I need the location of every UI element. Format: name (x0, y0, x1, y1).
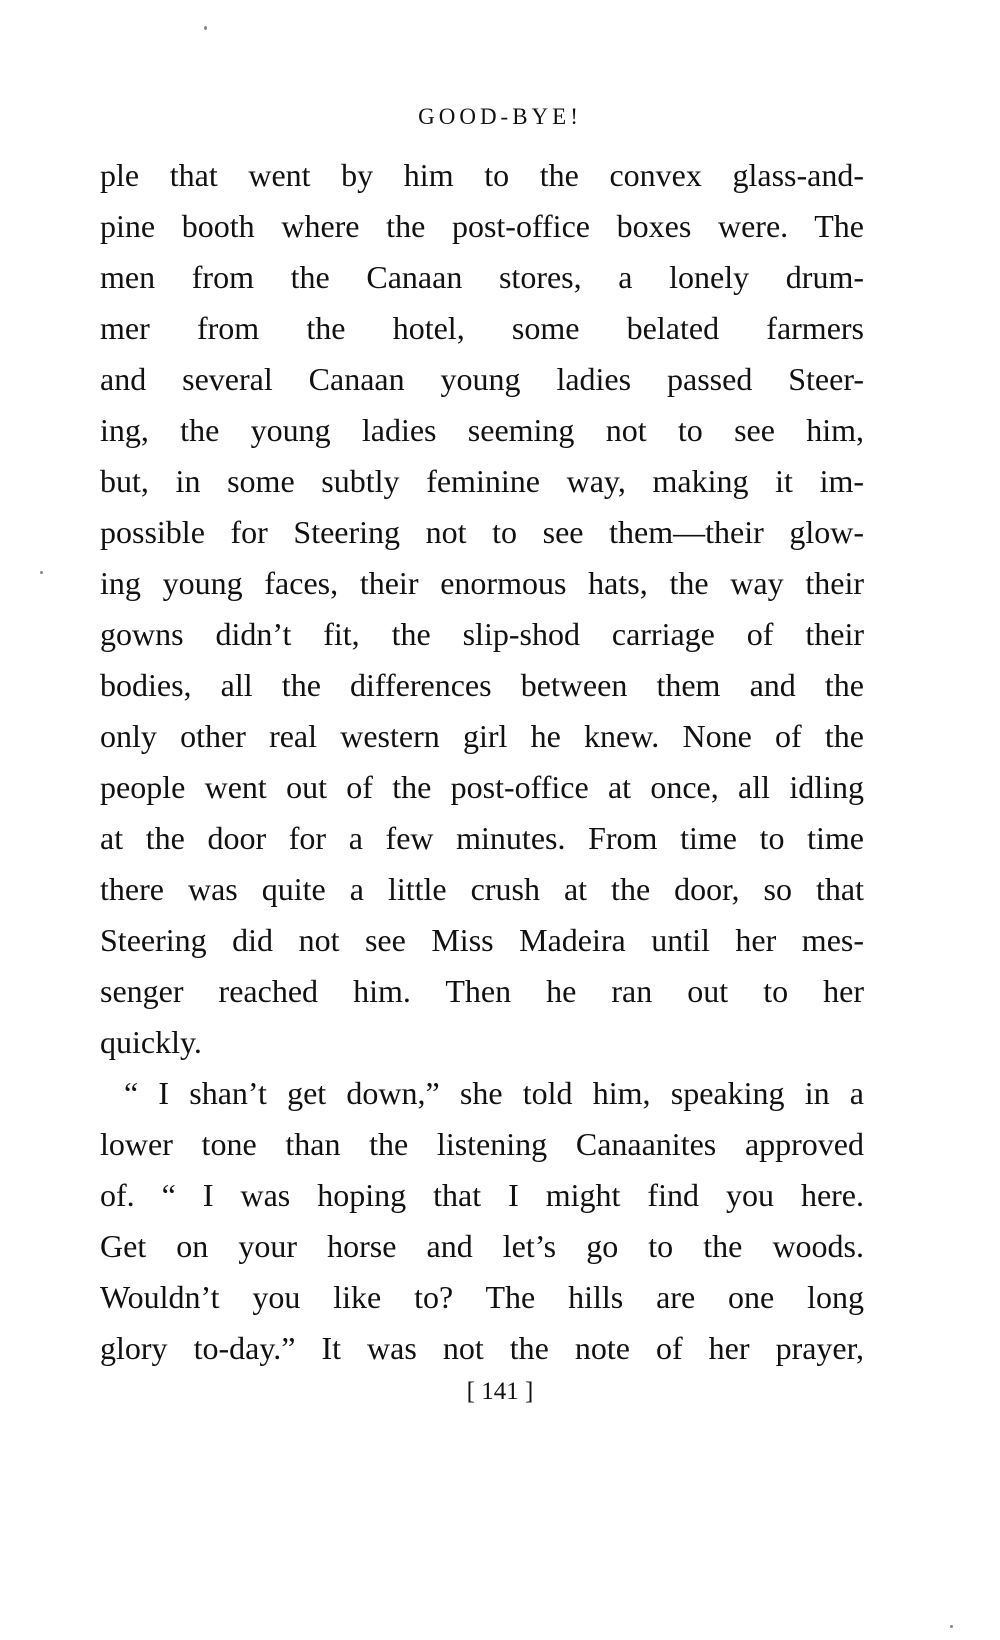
text-line: pine booth where the post-office boxes were. The (100, 208, 864, 244)
text-line: and several Canaan young ladies passed Steer- (100, 361, 864, 397)
ink-speck (204, 26, 207, 30)
text-line: there was quite a little crush at the door, so that (100, 871, 864, 907)
text-line: possible for Steering not to see them—their glow- (100, 514, 864, 550)
text-line: ing, the young ladies seeming not to see him, (100, 412, 864, 448)
body-text (100, 150, 864, 1374)
text-line: lower tone than the listening Canaanites approved (100, 1126, 864, 1162)
text-line: gowns didn’t fit, the slip-shod carriage of their (100, 616, 864, 652)
text-line: ple that went by him to the convex glass-and- (100, 157, 864, 193)
text-line: bodies, all the differences between them and the (100, 667, 864, 703)
text-line: men from the Canaan stores, a lonely drum- (100, 259, 864, 295)
text-line: Steering did not see Miss Madeira until her mes- (100, 922, 864, 958)
text-line: senger reached him. Then he ran out to her (100, 973, 864, 1009)
text-line: mer from the hotel, some belated farmers (100, 310, 864, 346)
text-line: only other real western girl he knew. None of the (100, 718, 864, 754)
text-line: Get on your horse and let’s go to the woods. (100, 1228, 864, 1264)
page-number: [ 141 ] (466, 1378, 534, 1405)
ink-speck (40, 571, 43, 574)
text-line: ing young faces, their enormous hats, the way their (100, 565, 864, 601)
text-line: at the door for a few minutes. From time to time (100, 820, 864, 856)
text-line: “ I shan’t get down,” she told him, speaking in a (124, 1075, 864, 1111)
text-line: but, in some subtly feminine way, making it im- (100, 463, 864, 499)
text-line: quickly. (100, 1024, 202, 1060)
ink-speck (950, 1625, 953, 1628)
text-line: of. “ I was hoping that I might find you here. (100, 1177, 864, 1213)
text-line: Wouldn’t you like to? The hills are one long (100, 1279, 864, 1315)
running-head: GOOD-BYE! (418, 104, 582, 129)
text-line: glory to-day.” It was not the note of her prayer, (100, 1330, 864, 1366)
text-line: people went out of the post-office at once, all idling (100, 769, 864, 805)
